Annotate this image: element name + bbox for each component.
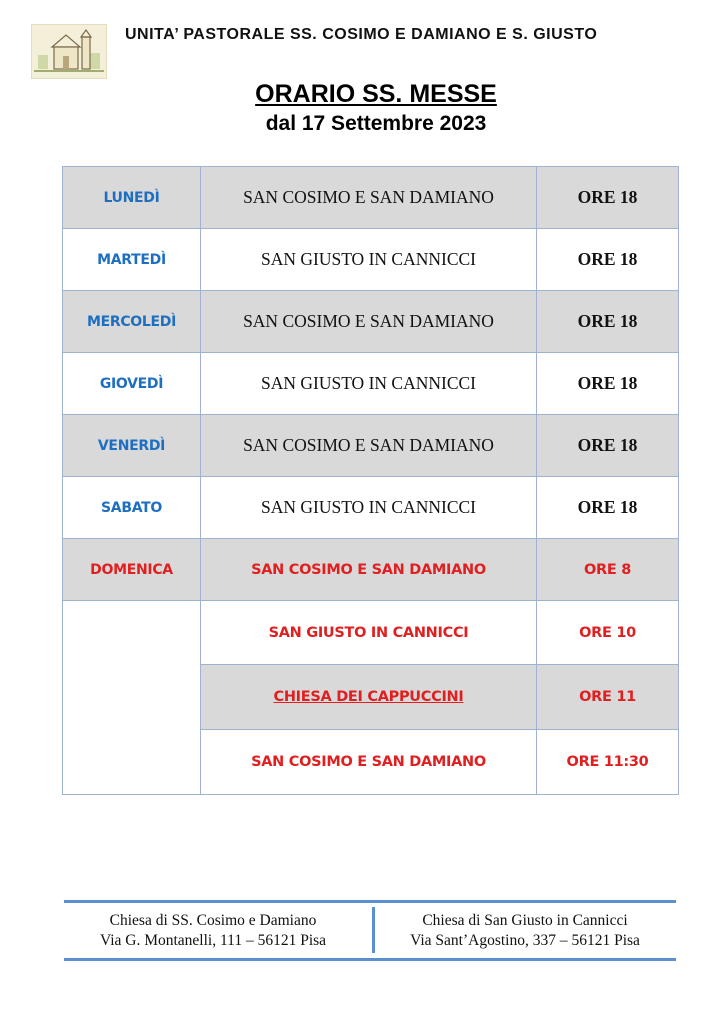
schedule-row-thursday: [63, 353, 679, 415]
schedule-row-sunday: [63, 539, 679, 601]
day-cell: GIOVEDÌ: [63, 353, 201, 415]
schedule-row-wednesday: [63, 291, 679, 353]
footer-address-san-giusto: Chiesa di San Giusto in Cannicci Via Sant’Agostino, 337 – 56121 Pisa: [410, 912, 640, 949]
church-cell: SAN GIUSTO IN CANNICCI: [201, 601, 537, 665]
mass-schedule-table: [62, 166, 679, 795]
effective-date: dal 17 Settembre 2023: [265, 112, 487, 135]
church-cell: CHIESA DEI CAPPUCCINI: [201, 665, 537, 730]
empty-day-cell: [63, 601, 201, 795]
parish-logo: [31, 24, 107, 79]
time-cell: ORE 18: [537, 291, 679, 353]
time-cell: ORE 11: [537, 665, 679, 730]
schedule-row-tuesday: [63, 229, 679, 291]
church-cell: SAN COSIMO E SAN DAMIANO: [201, 167, 537, 229]
church-cell: SAN COSIMO E SAN DAMIANO: [201, 291, 537, 353]
church-cell: SAN GIUSTO IN CANNICCI: [201, 353, 537, 415]
church-cell: SAN COSIMO E SAN DAMIANO: [201, 539, 537, 601]
schedule-row-monday: [63, 167, 679, 229]
time-cell: ORE 18: [537, 353, 679, 415]
time-cell: ORE 18: [537, 167, 679, 229]
day-cell: MARTEDÌ: [63, 229, 201, 291]
time-cell: ORE 18: [537, 477, 679, 539]
time-cell: ORE 18: [537, 415, 679, 477]
page-title: ORARIO SS. MESSE: [255, 80, 497, 108]
church-cell: SAN COSIMO E SAN DAMIANO: [201, 730, 537, 795]
time-cell: ORE 18: [537, 229, 679, 291]
schedule-row-saturday: [63, 477, 679, 539]
day-cell: DOMENICA: [63, 539, 201, 601]
church-cell: SAN GIUSTO IN CANNICCI: [201, 229, 537, 291]
day-cell: SABATO: [63, 477, 201, 539]
day-cell: MERCOLEDÌ: [63, 291, 201, 353]
day-cell: LUNEDÌ: [63, 167, 201, 229]
footer-top-rule: [64, 900, 676, 903]
day-cell: VENERDÌ: [63, 415, 201, 477]
schedule-row-sunday-2: [63, 601, 679, 665]
church-cell: SAN COSIMO E SAN DAMIANO: [201, 415, 537, 477]
footer-bottom-rule: [64, 958, 676, 961]
time-cell: ORE 11:30: [537, 730, 679, 795]
church-drawing-icon: [32, 25, 106, 78]
schedule-row-friday: [63, 415, 679, 477]
time-cell: ORE 10: [537, 601, 679, 665]
footer-address-cosimo-damiano: Chiesa di SS. Cosimo e Damiano Via G. Montanelli, 111 – 56121 Pisa: [99, 912, 327, 949]
church-cell: SAN GIUSTO IN CANNICCI: [201, 477, 537, 539]
parish-unit-title: UNITA’ PASTORALE SS. COSIMO E DAMIANO E S. GIUSTO: [125, 26, 598, 43]
time-cell: ORE 8: [537, 539, 679, 601]
